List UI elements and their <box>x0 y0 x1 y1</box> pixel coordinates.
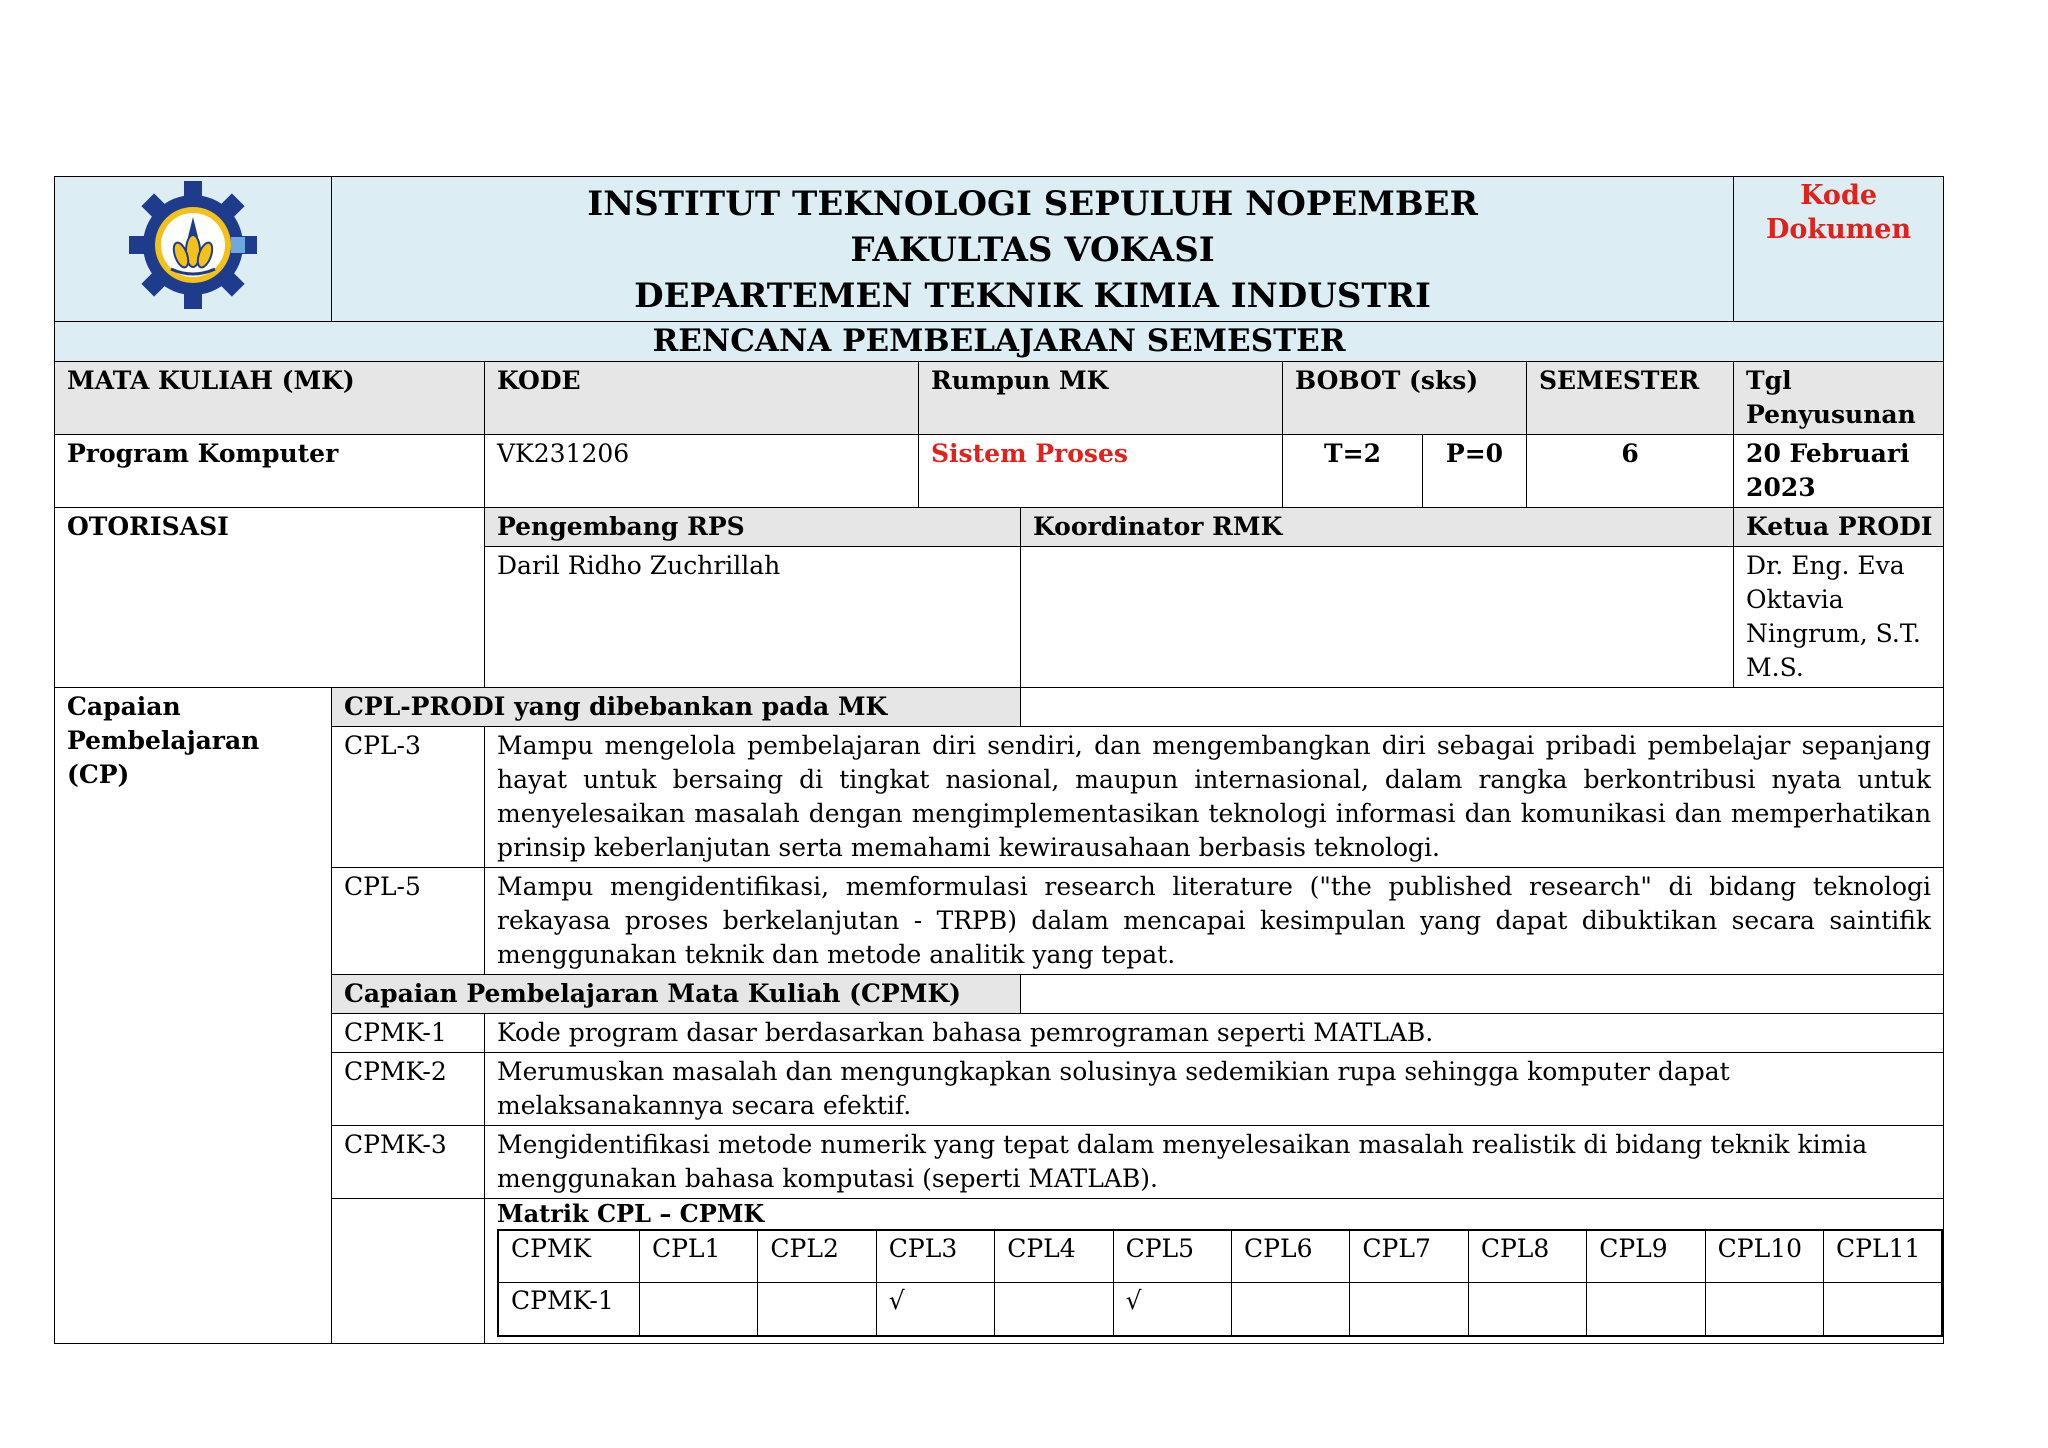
cpl-cpmk-matrix <box>497 1229 1943 1337</box>
label-koordinator: Koordinator RMK <box>1021 508 1734 547</box>
value-bobot-t: T=2 <box>1283 435 1423 508</box>
rps-table <box>54 176 1944 1344</box>
matrix-header-cell: CPL2 <box>758 1230 876 1282</box>
label-capaian: Capaian Pembelajaran (CP) <box>55 688 332 1344</box>
document-title: RENCANA PEMBELAJARAN SEMESTER <box>55 322 1944 362</box>
cpmk-code: CPMK-3 <box>332 1126 485 1199</box>
cpmk-code: CPMK-2 <box>332 1053 485 1126</box>
value-pengembang: Daril Ridho Zuchrillah <box>485 547 1021 688</box>
kode-dokumen <box>1734 177 1944 322</box>
institution-header <box>332 177 1734 322</box>
matrix-header-cell: CPL11 <box>1824 1230 1943 1282</box>
matrix-cell: √ <box>1113 1282 1231 1336</box>
matrix-header-cell: CPMK <box>498 1230 639 1282</box>
label-kode: KODE <box>485 362 919 435</box>
label-otorisasi: OTORISASI <box>55 508 485 688</box>
its-logo-icon <box>127 180 259 310</box>
cpmk-code: CPMK-1 <box>332 1014 485 1053</box>
matrix-cell <box>1587 1282 1705 1336</box>
value-koordinator <box>1021 547 1734 688</box>
matrix-header-cell: CPL9 <box>1587 1230 1705 1282</box>
cpl-code: CPL-3 <box>332 727 485 868</box>
matrix-header-cell: CPL8 <box>1468 1230 1586 1282</box>
value-tgl: 20 Februari 2023 <box>1734 435 1944 508</box>
matrix-header-cell: CPL4 <box>995 1230 1113 1282</box>
matrix-cell <box>1350 1282 1468 1336</box>
label-pengembang: Pengembang RPS <box>485 508 1021 547</box>
value-mata-kuliah: Program Komputer <box>55 435 485 508</box>
value-rumpun: Sistem Proses <box>919 435 1283 508</box>
matrix-cell <box>995 1282 1113 1336</box>
cpmk-text: Mengidentifikasi metode numerik yang tepat dalam menyelesaikan masalah realistik di bidang teknik kimia menggunakan bahasa komputasi (seperti MATLAB). <box>485 1126 1944 1199</box>
matrix-left-blank <box>332 1199 485 1344</box>
value-bobot-p: P=0 <box>1423 435 1527 508</box>
matrix-header-cell: CPL5 <box>1113 1230 1231 1282</box>
matrix-cell <box>1824 1282 1943 1336</box>
matrix-header-cell: CPL3 <box>876 1230 994 1282</box>
label-semester: SEMESTER <box>1527 362 1734 435</box>
kode-dokumen-label-1: Kode <box>1800 180 1878 211</box>
rps-document <box>54 176 1943 1344</box>
matrix-title: Matrik CPL – CPMK <box>497 1199 765 1228</box>
logo-cell <box>55 177 332 322</box>
cpl-text: Mampu mengidentifikasi, memformulasi research literature ("the published research" di bidang teknologi rekayasa proses berkelanjutan - TRPB) dalam mencapai kesimpulan yang dapat dibuktikan secara saintifik menggunakan teknik dan metode analitik yang tepat. <box>485 868 1944 975</box>
matrix-header-cell: CPL10 <box>1705 1230 1823 1282</box>
cpl-header: CPL-PRODI yang dibebankan pada MK <box>332 688 1021 727</box>
matrix-header-cell: CPL1 <box>639 1230 757 1282</box>
matrix-cell: CPMK-1 <box>498 1282 639 1336</box>
institution-name: INSTITUT TEKNOLOGI SEPULUH NOPEMBER <box>587 184 1478 224</box>
matrix-header-cell: CPL6 <box>1232 1230 1350 1282</box>
matrix-section <box>485 1199 1944 1344</box>
matrix-cell: √ <box>876 1282 994 1336</box>
cpl-text: Mampu mengelola pembelajaran diri sendiri, dan mengembangkan diri sebagai pribadi pembelajar sepanjang hayat untuk bersaing di tingkat nasional, maupun internasional, dalam rangka berkontribusi nyata untuk menyelesaikan masalah dengan mengimplementasikan teknologi informasi dan komunikasi dan memperhatikan prinsip keberlanjutan serta memahami kewirausahaan berbasis teknologi. <box>485 727 1944 868</box>
department-name: DEPARTEMEN TEKNIK KIMIA INDUSTRI <box>634 276 1431 316</box>
cpmk-text: Kode program dasar berdasarkan bahasa pemrograman seperti MATLAB. <box>485 1014 1944 1053</box>
label-bobot: BOBOT (sks) <box>1283 362 1527 435</box>
matrix-cell <box>639 1282 757 1336</box>
cpmk-text: Merumuskan masalah dan mengungkapkan solusinya sedemikian rupa sehingga komputer dapat melaksanakannya secara efektif. <box>485 1053 1944 1126</box>
faculty-name: FAKULTAS VOKASI <box>850 230 1215 270</box>
matrix-cell <box>1468 1282 1586 1336</box>
cpl-header-blank <box>1021 688 1944 727</box>
label-tgl: Tgl Penyusunan <box>1734 362 1944 435</box>
value-ketua: Dr. Eng. Eva Oktavia Ningrum, S.T. M.S. <box>1734 547 1944 688</box>
value-semester: 6 <box>1527 435 1734 508</box>
label-mata-kuliah: MATA KULIAH (MK) <box>55 362 485 435</box>
matrix-cell <box>758 1282 876 1336</box>
cpmk-header-blank <box>1021 975 1944 1014</box>
matrix-cell <box>1705 1282 1823 1336</box>
kode-dokumen-label-2: Dokumen <box>1765 214 1912 245</box>
matrix-header-cell: CPL7 <box>1350 1230 1468 1282</box>
value-kode: VK231206 <box>485 435 919 508</box>
cpmk-header: Capaian Pembelajaran Mata Kuliah (CPMK) <box>332 975 1021 1014</box>
cpl-code: CPL-5 <box>332 868 485 975</box>
label-rumpun: Rumpun MK <box>919 362 1283 435</box>
matrix-cell <box>1232 1282 1350 1336</box>
label-ketua: Ketua PRODI <box>1734 508 1944 547</box>
